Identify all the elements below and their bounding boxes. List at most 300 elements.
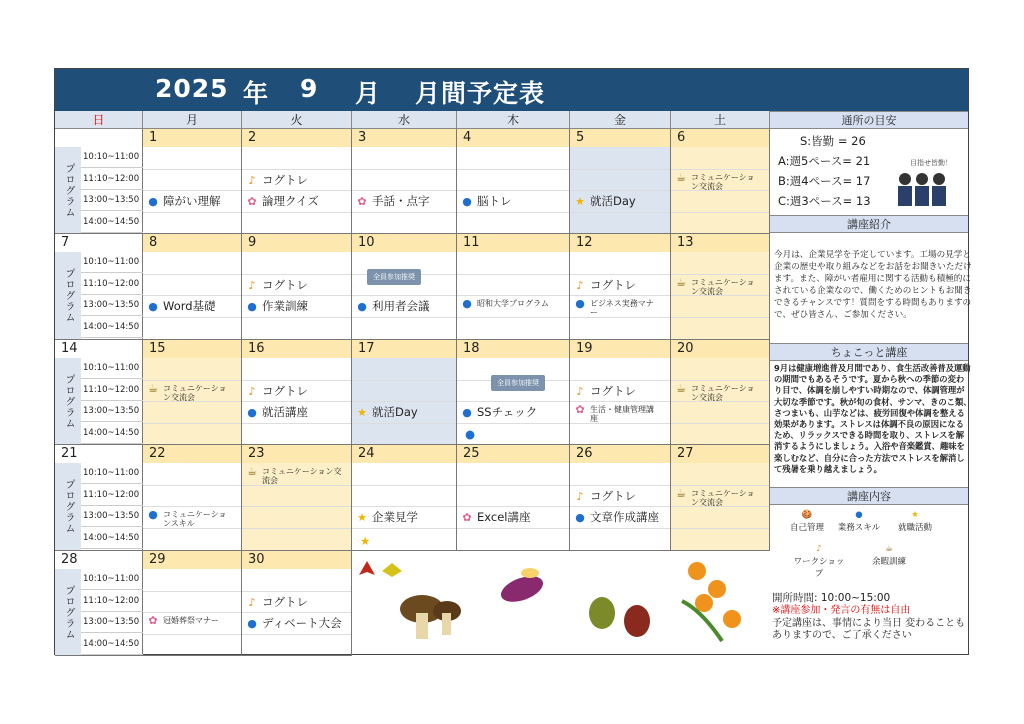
content-title: 講座内容 (770, 487, 968, 505)
program-label-w1: プログラム (55, 252, 81, 339)
calendar-frame (54, 68, 972, 655)
cup-icon: ☕ (676, 486, 686, 500)
music-note-icon: ♪ (248, 173, 256, 187)
hours: 開所時間: 10:00~15:00 (772, 592, 891, 604)
flower-icon: ✿ (575, 403, 585, 416)
row-line (242, 634, 351, 635)
event-label-w1-wed: 利用者会議 (372, 299, 430, 313)
event-w1-tue2 (246, 299, 346, 314)
row-line (570, 528, 670, 529)
event-w0-fri (574, 194, 665, 209)
row-line (143, 169, 241, 170)
cell-w1-tue (242, 234, 352, 340)
event-label-w3-thu: Excel講座 (477, 510, 531, 524)
row-line (352, 485, 456, 486)
legend-biz (832, 509, 886, 534)
date-w0-tue: 2 (242, 129, 351, 147)
slot-time-w0-0: 10:10~11:00 (81, 147, 143, 168)
cell-w1-mon (143, 234, 242, 340)
blue-dot-icon: ● (357, 300, 367, 313)
row-line (143, 612, 241, 613)
staff-illustration (893, 169, 951, 209)
event-label-w2-fri2: 生活・健康管理講座 (590, 405, 654, 423)
event-w3-tue (246, 467, 346, 485)
event-label-w0-mon: 障がい理解 (163, 194, 221, 208)
row-line (352, 528, 456, 529)
slot-time-w3-2: 13:00~13:50 (81, 506, 143, 527)
event-w2-tue2 (246, 405, 346, 420)
cell-w0-sun (55, 129, 143, 234)
blue-dot-icon: ● (148, 195, 158, 208)
cell-w3-mon (143, 445, 242, 551)
row-line (570, 212, 670, 213)
row-line (242, 169, 351, 170)
event-label-w0-fri: 就活Day (590, 194, 636, 208)
slot-time-w2-3: 14:00~14:50 (81, 423, 143, 444)
page-title: 月間予定表 (415, 79, 546, 108)
row-line (457, 212, 569, 213)
date-w3-fri: 26 (570, 445, 670, 463)
row-line (143, 591, 241, 592)
event-w3-fri1 (574, 489, 665, 504)
date-w1-wed: 10 (352, 234, 456, 252)
event-w2-wed (356, 405, 451, 420)
blue-dot-icon: ● (148, 508, 158, 521)
event-label-w1-fri1: コグトレ (590, 277, 636, 292)
event-label-w2-tue2: 就活講座 (262, 405, 308, 419)
event-w3-fri2 (574, 510, 665, 525)
title-bar (55, 69, 770, 111)
row-line (671, 528, 769, 529)
row-line (352, 190, 456, 191)
row-line (570, 380, 670, 381)
event-w0-wed (356, 194, 451, 209)
row-line (352, 212, 456, 213)
date-w1-sun: 7 (55, 234, 142, 252)
legend-self-label: 自己管理 (789, 522, 824, 533)
slot-time-w4-3: 14:00~14:50 (81, 634, 143, 655)
row-line (242, 528, 351, 529)
guide-a: A:週5ペース= 21 (778, 154, 871, 168)
cell-w2-sat (671, 340, 770, 445)
cell-w1-wed (352, 234, 457, 340)
guide-note: 目指せ皆勤！ (910, 159, 952, 167)
cell-w4-mon (143, 551, 242, 656)
event-label-w1-fri2: ビジネス実務マナー (590, 299, 654, 317)
event-label-w0-thu: 脳トレ (477, 194, 512, 208)
row-line (671, 212, 769, 213)
cup-icon: ☕ (676, 275, 686, 289)
program-label-w2: プログラム (55, 358, 81, 444)
event-label-w2-tue1: コグトレ (262, 383, 308, 398)
row-line (457, 274, 569, 275)
row-line (143, 380, 241, 381)
date-w3-wed: 24 (352, 445, 456, 463)
cell-w2-wed (352, 340, 457, 445)
date-w3-thu: 25 (457, 445, 569, 463)
music-note-icon: ♪ (576, 278, 584, 292)
event-label-w3-fri1: コグトレ (590, 488, 636, 503)
star-icon: ★ (357, 511, 367, 524)
row-line (242, 295, 351, 296)
row-line (352, 506, 456, 507)
legend-biz-label: 業務スキル (837, 522, 881, 533)
cup-icon: ☕ (676, 170, 686, 184)
dayhead-wed: 水 (352, 111, 457, 129)
cup-icon: ☕ (676, 381, 686, 395)
blue-dot-icon: ● (247, 406, 257, 419)
slot-time-w4-1: 11:10~12:00 (81, 591, 143, 612)
row-line (570, 485, 670, 486)
cell-w0-wed (352, 129, 457, 234)
cell-w2-sun (55, 340, 143, 445)
event-label-w0-tue2: 論理クイズ (262, 194, 319, 208)
blue-dot-icon: ● (465, 427, 476, 441)
date-w2-tue: 16 (242, 340, 351, 358)
row-line (242, 591, 351, 592)
month: 9 (300, 74, 319, 103)
legend-leisure (862, 543, 916, 568)
cell-w0-mon (143, 129, 242, 234)
event-label-w3-sat: コミュニケーション交流会 (691, 488, 755, 507)
row-line (143, 485, 241, 486)
cell-w3-sat (671, 445, 770, 551)
slot-time-w1-0: 10:10~11:00 (81, 252, 143, 273)
event-w3-mon (147, 510, 236, 528)
program-label-w0: プログラム (55, 147, 81, 233)
event-label-w1-sat: コミュニケーション交流会 (691, 277, 755, 296)
row-line (671, 380, 769, 381)
event-w0-tue2 (246, 194, 346, 209)
row-line (352, 380, 456, 381)
row-line (242, 506, 351, 507)
flower-icon: ✿ (247, 195, 257, 208)
date-w1-thu: 11 (457, 234, 569, 252)
slot-time-w4-0: 10:10~11:00 (81, 569, 143, 590)
row-line (457, 528, 569, 529)
star-icon: ★ (360, 534, 371, 548)
row-line (570, 169, 670, 170)
program-label-w3: プログラム (55, 463, 81, 550)
date-w1-tue: 9 (242, 234, 351, 252)
date-w0-fri: 5 (570, 129, 670, 147)
dayhead-sat: 土 (671, 111, 770, 129)
row-line (143, 506, 241, 507)
date-w3-tue: 23 (242, 445, 351, 463)
cell-w0-sat (671, 129, 770, 234)
date-w3-sun: 21 (55, 445, 142, 463)
legend-job (888, 509, 942, 534)
row-line (143, 317, 241, 318)
legend-leisure-label: 余暇訓練 (871, 556, 906, 567)
event-label-w3-fri2: 文章作成講座 (590, 510, 659, 524)
date-w3-mon: 22 (143, 445, 241, 463)
cell-w1-sun (55, 234, 143, 340)
course-text: 今月は、企業見学を予定しています。工場の見学と企業の歴史や取り組みなどをお話をお聞きいただけます。また、障がい者雇用に関する活動も積極的にされている企業なので、働くためのヒントもお聞きできるチャンスです！質問をする時間もありますので、ぜひ皆さん、ご参加ください。 (774, 250, 972, 320)
event-w2-thu (461, 405, 564, 420)
event-w2-fri2 (574, 405, 665, 423)
row-line (457, 423, 569, 424)
event-w4-tue1 (246, 595, 346, 610)
event-w1-mon (147, 299, 236, 314)
date-w0-sat: 6 (671, 129, 769, 147)
row-line (457, 169, 569, 170)
row-line (352, 295, 456, 296)
date-w1-sat: 13 (671, 234, 769, 252)
guide-c: C:週3ペース= 13 (778, 194, 871, 208)
slot-time-w1-1: 11:10~12:00 (81, 274, 143, 295)
legend-work-label: ワークショップ (793, 556, 845, 579)
slot-time-w1-3: 14:00~14:50 (81, 317, 143, 338)
row-line (671, 274, 769, 275)
star-icon: ★ (357, 406, 367, 419)
slot-time-w1-2: 13:00~13:50 (81, 295, 143, 316)
date-w2-mon: 15 (143, 340, 241, 358)
date-w4-mon: 29 (143, 551, 241, 569)
event-label-w0-wed: 手話・点字 (372, 194, 430, 208)
date-w4-tue: 30 (242, 551, 351, 569)
row-line (143, 634, 241, 635)
event-w2-mon (147, 381, 236, 402)
cell-w3-tue (242, 445, 352, 551)
row-line (242, 212, 351, 213)
dayhead-tue: 火 (242, 111, 352, 129)
date-w2-wed: 17 (352, 340, 456, 358)
dayhead-thu: 木 (457, 111, 570, 129)
row-line (570, 506, 670, 507)
row-line (570, 401, 670, 402)
event-w0-sat (675, 170, 764, 191)
event-w2-sat (675, 381, 764, 402)
mini-text: 9月は健康増進普及月間であり、食生活改善普及運動の期間でもあるそうです。夏から秋への季節の変わり目で、体調を崩しやすい時期なので、体調管理が大切な季節です。秋が旬の食材、サンマ、きのこ類、さつまいも、山芋などは、疲労回復や体調を整える効果があります。ストレスは体調不良の原因になるため、リラックスできる時間を取り、ストレスを解消するようにしましょう。入浴や音楽鑑賞、趣味を楽しむなど、自分に合った方法でストレスを解消して残暑を乗り越えましょう。 (774, 363, 972, 474)
cell-w1-fri (570, 234, 671, 340)
dayhead-fri: 金 (570, 111, 671, 129)
event-label-w1-tue1: コグトレ (262, 277, 308, 292)
event-label-w2-thu: SSチェック (477, 405, 538, 419)
row-line (242, 401, 351, 402)
row-line (671, 423, 769, 424)
row-line (671, 485, 769, 486)
row-line (457, 401, 569, 402)
event-label-w2-fri1: コグトレ (590, 383, 636, 398)
row-line (242, 190, 351, 191)
program-label-w4: プログラム (55, 569, 81, 655)
event-label-w2-mon: コミュニケーション交流会 (163, 383, 227, 402)
blue-dot-icon: ● (575, 511, 585, 524)
slot-time-w3-1: 11:10~12:00 (81, 485, 143, 506)
date-w2-sun: 14 (55, 340, 142, 358)
guide-title: 通所の目安 (770, 111, 968, 129)
cup-icon: ☕ (148, 381, 158, 395)
row-line (352, 169, 456, 170)
row-line (457, 295, 569, 296)
row-line (457, 317, 569, 318)
row-line (570, 274, 670, 275)
music-note-icon: ♪ (248, 384, 256, 398)
badge-w2-thu: 全員参加推奨 (491, 375, 545, 391)
flower-icon: ✿ (462, 511, 472, 524)
row-line (242, 423, 351, 424)
row-line (242, 274, 351, 275)
event-w0-mon (147, 194, 236, 209)
year-label: 年 (243, 79, 270, 108)
event-w2-fri1 (574, 384, 665, 399)
row-line (570, 295, 670, 296)
row-line (671, 317, 769, 318)
legend-work (792, 543, 846, 581)
cell-w2-mon (143, 340, 242, 445)
slot-time-w2-0: 10:10~11:00 (81, 358, 143, 379)
event-label-w3-tue: コミュニケーション交流会 (262, 467, 342, 485)
blue-dot-icon: ● (247, 300, 257, 313)
mini-title: ちょこっと講座 (770, 343, 968, 361)
event-w0-tue1 (246, 173, 346, 188)
row-line (143, 190, 241, 191)
event-label-w4-mon: 冠婚葬祭マナー (163, 616, 219, 625)
row-line (352, 317, 456, 318)
legend-self (784, 509, 830, 534)
event-label-w4-tue2: ディベート大会 (262, 616, 342, 630)
event-w1-thu (461, 299, 564, 309)
event-label-w1-tue2: 作業訓練 (262, 299, 308, 313)
blue-dot-icon: ● (462, 297, 472, 310)
music-note-icon: ♪ (576, 489, 584, 503)
slot-time-w4-2: 13:00~13:50 (81, 612, 143, 633)
row-line (143, 274, 241, 275)
event-label-w0-tue1: コグトレ (262, 172, 308, 187)
event-label-w1-mon: Word基礎 (163, 299, 216, 313)
cell-w2-fri (570, 340, 671, 445)
slot-time-w2-2: 13:00~13:50 (81, 401, 143, 422)
date-w0-mon: 1 (143, 129, 241, 147)
badge-w1-wed: 全員参加推奨 (367, 269, 421, 285)
date-w4-sun: 28 (55, 551, 142, 569)
warn: ※講座参加・発言の有無は自由 (772, 605, 911, 616)
event-label-w2-wed: 就活Day (372, 405, 418, 419)
cell-w2-tue (242, 340, 352, 445)
row-line (457, 190, 569, 191)
blue-dot-icon: ● (148, 300, 158, 313)
event-label-w0-sat: コミュニケーション交流会 (691, 172, 755, 191)
flower-icon: ✿ (357, 195, 367, 208)
blue-dot-icon: ● (462, 195, 472, 208)
cell-w0-tue (242, 129, 352, 234)
date-w3-sat: 27 (671, 445, 769, 463)
event-label-w3-wed: 企業見学 (372, 510, 418, 524)
event-w3-wed (356, 510, 451, 525)
row-line (570, 190, 670, 191)
date-w0-thu: 4 (457, 129, 569, 147)
music-note-icon: ♪ (816, 544, 822, 554)
cell-w3-sun (55, 445, 143, 551)
cup-icon: ☕ (885, 544, 893, 554)
row-line (242, 612, 351, 613)
blue-dot-icon: ● (247, 617, 257, 630)
date-w2-fri: 19 (570, 340, 670, 358)
row-line (143, 212, 241, 213)
date-w0-sun (55, 129, 142, 147)
event-w3-sat (675, 486, 764, 507)
cell-w3-fri (570, 445, 671, 551)
title-bar-right (770, 69, 968, 111)
row-line (457, 506, 569, 507)
slot-time-w3-3: 14:00~14:50 (81, 528, 143, 549)
music-note-icon: ♪ (248, 595, 256, 609)
slot-time-w3-0: 10:10~11:00 (81, 463, 143, 484)
event-label-w4-tue1: コグトレ (262, 594, 308, 609)
legend-job-label: 就職活動 (897, 522, 932, 533)
row-line (143, 295, 241, 296)
year: 2025 (155, 74, 229, 103)
guide-s: S:皆勤 = 26 (800, 134, 866, 148)
event-label-w3-mon: コミュニケーションスキル (163, 510, 227, 528)
cell-w3-thu (457, 445, 570, 551)
event-w4-tue2 (246, 616, 346, 631)
date-w2-thu: 18 (457, 340, 569, 358)
row-line (143, 423, 241, 424)
slot-time-w0-1: 11:10~12:00 (81, 169, 143, 190)
cell-w1-thu (457, 234, 570, 340)
course-title: 講座紹介 (770, 215, 968, 233)
cookie-icon: 🍪 (801, 510, 813, 520)
flower-icon: ✿ (148, 614, 158, 627)
blue-dot-icon: ● (855, 510, 863, 520)
row-line (352, 401, 456, 402)
music-note-icon: ♪ (248, 278, 256, 292)
date-w0-wed: 3 (352, 129, 456, 147)
event-w3-thu (461, 510, 564, 525)
row-line (671, 169, 769, 170)
cell-w0-fri (570, 129, 671, 234)
date-w1-mon: 8 (143, 234, 241, 252)
event-w4-mon (147, 616, 236, 626)
cup-icon: ☕ (247, 465, 257, 478)
event-label-w2-sat: コミュニケーション交流会 (691, 383, 755, 402)
note: 予定講座は、事情により当日 変わることもありますので、ご了承ください (772, 618, 966, 641)
date-w1-fri: 12 (570, 234, 670, 252)
slot-time-w2-1: 11:10~12:00 (81, 380, 143, 401)
cell-w0-thu (457, 129, 570, 234)
event-w2-tue1 (246, 384, 346, 399)
event-w1-fri1 (574, 278, 665, 293)
dayhead-mon: 月 (143, 111, 242, 129)
event-w1-fri2 (574, 299, 665, 317)
event-w1-wed (356, 299, 451, 314)
slot-time-w0-2: 13:00~13:50 (81, 190, 143, 211)
date-w2-sat: 20 (671, 340, 769, 358)
blue-dot-icon: ● (575, 297, 585, 310)
row-line (242, 317, 351, 318)
event-label-w1-thu: 昭和大学プログラム (477, 299, 549, 308)
star-icon: ★ (911, 510, 919, 520)
guide-b: B:週4ペース= 17 (778, 174, 871, 188)
event-w1-tue1 (246, 278, 346, 293)
star-icon: ★ (575, 195, 585, 208)
month-label: 月 (355, 79, 382, 108)
dayhead-sun: 日 (55, 111, 143, 129)
blue-dot-icon: ● (462, 406, 472, 419)
cell-w1-sat (671, 234, 770, 340)
cell-w4-tue (242, 551, 352, 656)
event-w0-thu (461, 194, 564, 209)
music-note-icon: ♪ (576, 384, 584, 398)
row-line (352, 423, 456, 424)
cell-w4-sun (55, 551, 143, 656)
autumn-illustration (352, 551, 770, 655)
slot-time-w0-3: 14:00~14:50 (81, 212, 143, 233)
row-line (242, 380, 351, 381)
event-w1-sat (675, 275, 764, 296)
